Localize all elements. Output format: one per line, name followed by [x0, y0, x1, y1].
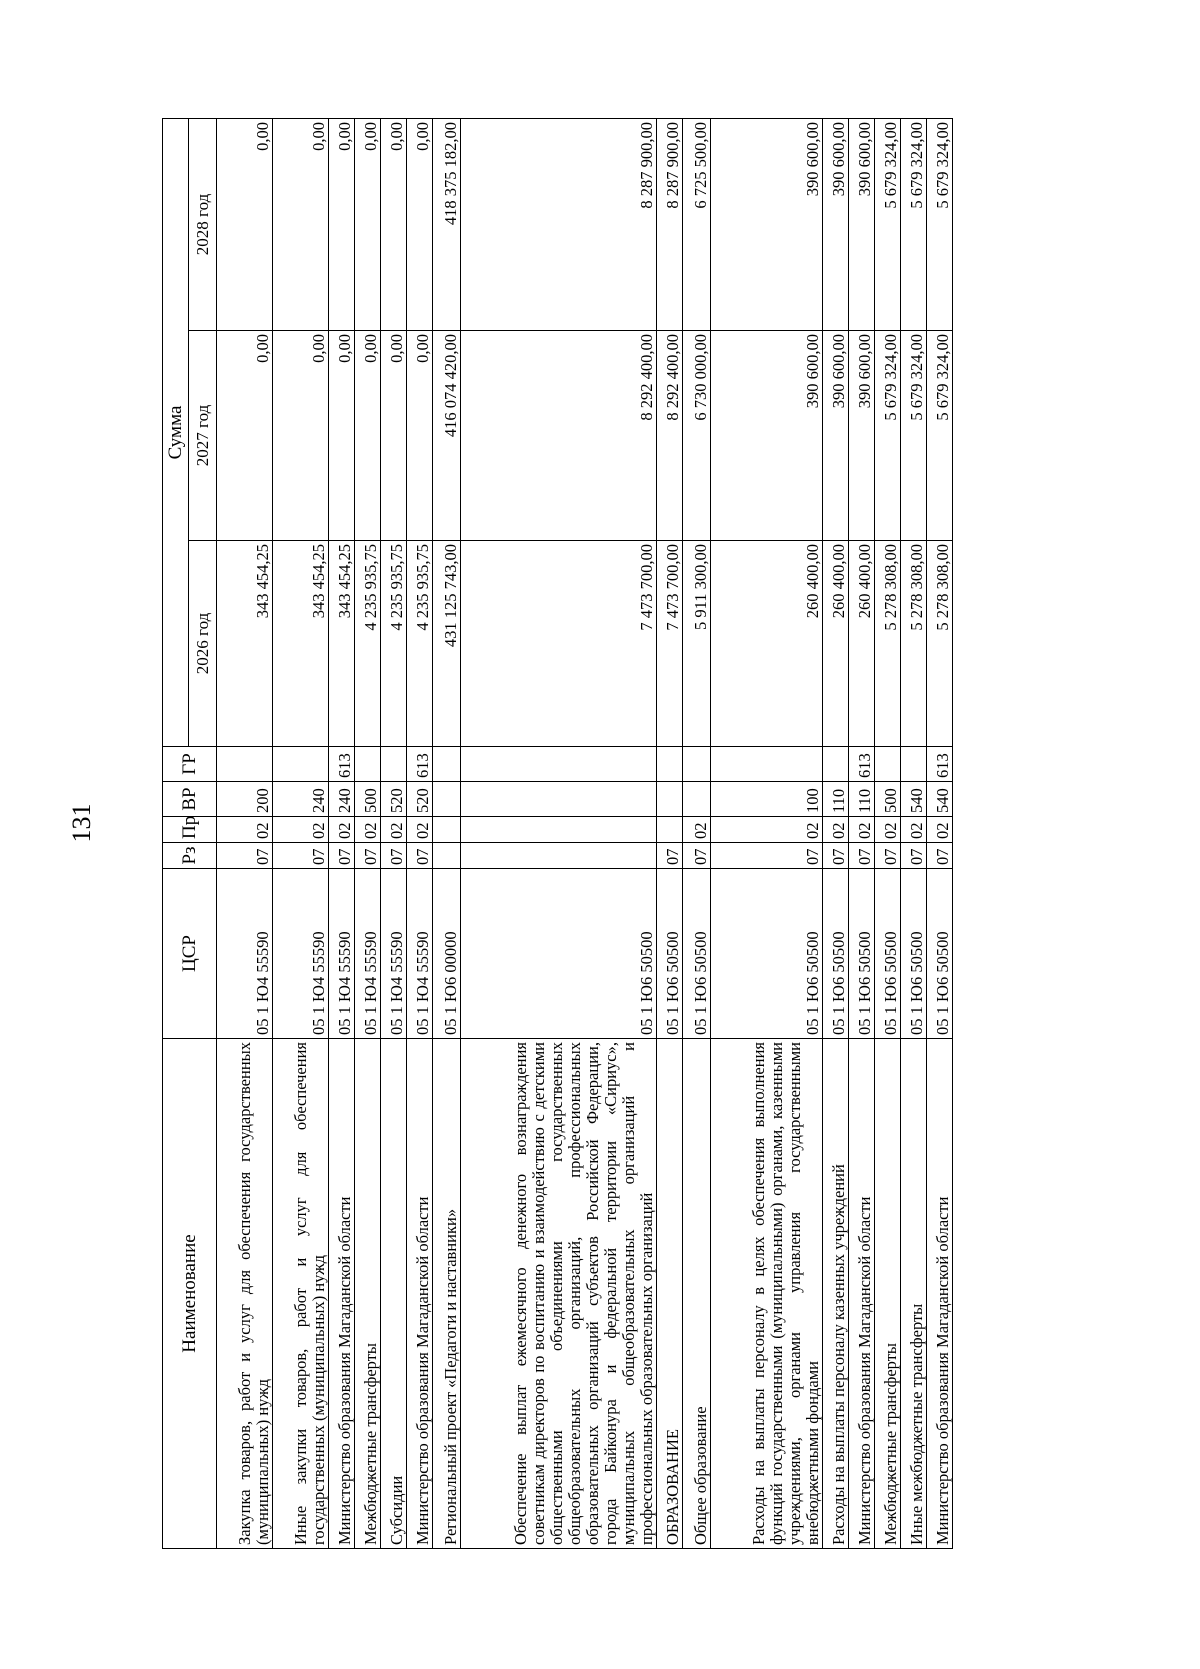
- table-cell-2026: 7 473 700,00: [657, 541, 683, 747]
- table-cell-rz: 07: [823, 843, 849, 869]
- table-cell-pr: 02: [683, 817, 711, 843]
- table-cell-name: Расходы на выплаты персоналу в целях обеспечения выполнения функций государственными (муниципальными) органами, казенными учреждениями, органами управления государственными внебюджетными фондами: [711, 1039, 823, 1549]
- header-year-2027: 2027 год: [189, 331, 217, 541]
- table-row: [433, 118, 461, 1548]
- header-gr: ГР: [163, 747, 217, 782]
- table-cell-pr: 02: [875, 817, 901, 843]
- table-cell-name: Региональный проект «Педагоги и наставники»: [433, 1039, 461, 1549]
- table-cell-csr: 05 1 Ю6 50500: [849, 869, 875, 1039]
- table-cell-csr: 05 1 Ю6 00000: [433, 869, 461, 1039]
- table-cell-name: ОБРАЗОВАНИЕ: [657, 1039, 683, 1549]
- table-cell-2028: 418 375 182,00: [433, 118, 461, 330]
- table-cell-name: Субсидии: [381, 1039, 407, 1549]
- page-number: 131: [67, 803, 96, 843]
- table-cell-2027: 416 074 420,00: [433, 331, 461, 541]
- table-cell-csr: 05 1 Ю6 50500: [901, 869, 927, 1039]
- table-cell-vr: 540: [901, 782, 927, 817]
- table-header: [163, 118, 217, 1548]
- rotated-page-content: [162, 119, 1012, 1549]
- table-cell-2028: 0,00: [407, 118, 433, 330]
- table-cell-name: Межбюджетные трансферты: [355, 1039, 381, 1549]
- table-row: [875, 118, 901, 1548]
- table-row: [849, 118, 875, 1548]
- table-cell-2026: 5 278 308,00: [927, 541, 953, 747]
- table-cell-rz: 07: [381, 843, 407, 869]
- table-cell-2026: 343 454,25: [273, 541, 329, 747]
- table-cell-rz: 07: [849, 843, 875, 869]
- table-cell-vr: [461, 782, 657, 817]
- table-cell-vr: 200: [217, 782, 273, 817]
- header-pr: Пр: [163, 817, 217, 843]
- table-cell-rz: 07: [329, 843, 355, 869]
- table-cell-csr: 05 1 Ю6 50500: [461, 869, 657, 1039]
- table-cell-pr: 02: [273, 817, 329, 843]
- table-cell-2028: 0,00: [273, 118, 329, 330]
- table-cell-pr: 02: [849, 817, 875, 843]
- table-cell-pr: 02: [407, 817, 433, 843]
- table-cell-rz: 07: [927, 843, 953, 869]
- table-cell-2027: 5 679 324,00: [901, 331, 927, 541]
- table-cell-2026: 7 473 700,00: [461, 541, 657, 747]
- table-cell-gr: [657, 747, 683, 782]
- table-cell-2028: 5 679 324,00: [875, 118, 901, 330]
- table-cell-2027: 8 292 400,00: [461, 331, 657, 541]
- table-row: [273, 118, 329, 1548]
- table-cell-rz: 07: [901, 843, 927, 869]
- table-cell-rz: 07: [683, 843, 711, 869]
- table-cell-2026: 5 278 308,00: [901, 541, 927, 747]
- table-row: [901, 118, 927, 1548]
- table-cell-pr: [657, 817, 683, 843]
- table-cell-gr: [683, 747, 711, 782]
- table-cell-vr: 520: [381, 782, 407, 817]
- header-csr: ЦСР: [163, 869, 217, 1039]
- table-cell-gr: [823, 747, 849, 782]
- table-cell-pr: [433, 817, 461, 843]
- table-cell-csr: 05 1 Ю4 55590: [381, 869, 407, 1039]
- table-cell-pr: 02: [381, 817, 407, 843]
- table-cell-vr: 500: [355, 782, 381, 817]
- table-cell-csr: 05 1 Ю6 50500: [683, 869, 711, 1039]
- table-cell-vr: 540: [927, 782, 953, 817]
- table-cell-name: Закупка товаров, работ и услуг для обеспечения государственных (муниципальных) нужд: [217, 1039, 273, 1549]
- table-row: [657, 118, 683, 1548]
- table-cell-2026: 4 235 935,75: [407, 541, 433, 747]
- table-cell-csr: 05 1 Ю4 55590: [273, 869, 329, 1039]
- table-cell-gr: [875, 747, 901, 782]
- table-cell-gr: [273, 747, 329, 782]
- table-cell-csr: 05 1 Ю6 50500: [823, 869, 849, 1039]
- table-cell-2026: 431 125 743,00: [433, 541, 461, 747]
- table-cell-2027: 0,00: [381, 331, 407, 541]
- table-cell-2026: 4 235 935,75: [355, 541, 381, 747]
- table-cell-name: Министерство образования Магаданской области: [329, 1039, 355, 1549]
- table-cell-name: Министерство образования Магаданской области: [927, 1039, 953, 1549]
- table-cell-csr: 05 1 Ю4 55590: [217, 869, 273, 1039]
- table-cell-pr: 02: [217, 817, 273, 843]
- header-vr: ВР: [163, 782, 217, 817]
- table-cell-rz: 07: [217, 843, 273, 869]
- table-body: [217, 118, 953, 1548]
- table-row: [461, 118, 657, 1548]
- table-cell-vr: 240: [329, 782, 355, 817]
- table-cell-pr: 02: [355, 817, 381, 843]
- table-cell-rz: [461, 843, 657, 869]
- table-cell-vr: 100: [711, 782, 823, 817]
- table-row: [407, 118, 433, 1548]
- table-cell-2027: 0,00: [217, 331, 273, 541]
- table-cell-name: Министерство образования Магаданской области: [407, 1039, 433, 1549]
- table-cell-2027: 390 600,00: [849, 331, 875, 541]
- table-cell-2028: 0,00: [355, 118, 381, 330]
- table-cell-2026: 4 235 935,75: [381, 541, 407, 747]
- table-cell-2028: 390 600,00: [711, 118, 823, 330]
- table-cell-csr: 05 1 Ю6 50500: [927, 869, 953, 1039]
- table-cell-2026: 260 400,00: [823, 541, 849, 747]
- header-year-2028: 2028 год: [189, 118, 217, 330]
- table-row: [355, 118, 381, 1548]
- table-cell-gr: [711, 747, 823, 782]
- table-cell-pr: 02: [927, 817, 953, 843]
- table-cell-name: Иные закупки товаров, работ и услуг для обеспечения государственных (муниципальных) нужд: [273, 1039, 329, 1549]
- table-cell-2026: 260 400,00: [711, 541, 823, 747]
- table-cell-2028: 8 287 900,00: [461, 118, 657, 330]
- table-cell-rz: [433, 843, 461, 869]
- table-row: [217, 118, 273, 1548]
- table-cell-vr: 520: [407, 782, 433, 817]
- table-cell-gr: [217, 747, 273, 782]
- table-cell-pr: 02: [901, 817, 927, 843]
- table-cell-rz: 07: [657, 843, 683, 869]
- table-cell-name: Межбюджетные трансферты: [875, 1039, 901, 1549]
- table-row: [329, 118, 355, 1548]
- table-cell-name: Расходы на выплаты персоналу казенных учреждений: [823, 1039, 849, 1549]
- table-cell-rz: 07: [355, 843, 381, 869]
- table-cell-2027: 0,00: [407, 331, 433, 541]
- table-cell-vr: 110: [823, 782, 849, 817]
- table-cell-2027: 5 679 324,00: [875, 331, 901, 541]
- table-cell-vr: 110: [849, 782, 875, 817]
- table-cell-rz: 07: [711, 843, 823, 869]
- table-row: [711, 118, 823, 1548]
- header-name: Наименование: [163, 1039, 217, 1549]
- table-cell-gr: 613: [329, 747, 355, 782]
- table-cell-2028: 0,00: [329, 118, 355, 330]
- table-cell-pr: 02: [711, 817, 823, 843]
- table-cell-2027: 0,00: [329, 331, 355, 541]
- table-cell-2028: 6 725 500,00: [683, 118, 711, 330]
- table-cell-2026: 5 278 308,00: [875, 541, 901, 747]
- table-cell-pr: [461, 817, 657, 843]
- table-cell-name: Министерство образования Магаданской области: [849, 1039, 875, 1549]
- table-cell-gr: [355, 747, 381, 782]
- table-cell-gr: [901, 747, 927, 782]
- table-cell-2027: 8 292 400,00: [657, 331, 683, 541]
- table-cell-2026: 260 400,00: [849, 541, 875, 747]
- table-cell-2026: 343 454,25: [329, 541, 355, 747]
- table-cell-2027: 0,00: [355, 331, 381, 541]
- header-sum: Сумма: [163, 118, 189, 746]
- table-row: [683, 118, 711, 1548]
- table-cell-2026: 5 911 300,00: [683, 541, 711, 747]
- header-rz: Рз: [163, 843, 217, 869]
- table-cell-2027: 6 730 000,00: [683, 331, 711, 541]
- table-cell-csr: 05 1 Ю4 55590: [329, 869, 355, 1039]
- table-cell-rz: 07: [273, 843, 329, 869]
- table-cell-rz: 07: [875, 843, 901, 869]
- table-cell-gr: 613: [407, 747, 433, 782]
- table-cell-2027: 390 600,00: [711, 331, 823, 541]
- table-row: [381, 118, 407, 1548]
- table-cell-2027: 390 600,00: [823, 331, 849, 541]
- table-cell-2027: 5 679 324,00: [927, 331, 953, 541]
- table-cell-2026: 343 454,25: [217, 541, 273, 747]
- table-cell-csr: 05 1 Ю6 50500: [875, 869, 901, 1039]
- table-cell-vr: 240: [273, 782, 329, 817]
- table-cell-name: Обеспечение выплат ежемесячного денежного вознаграждения советникам директоров по воспитанию и взаимодействию с детскими общественными объединениями государственных общеобразовательных организаций, профессиональных образовательных организаций субъектов Российской Федерации, города Байконура и федеральной территории «Сириус», муниципальных общеобразовательных организаций и профессиональных образовательных организаций: [461, 1039, 657, 1549]
- table-cell-vr: [657, 782, 683, 817]
- budget-table: [162, 118, 953, 1549]
- table-cell-gr: 613: [927, 747, 953, 782]
- table-cell-2028: 0,00: [217, 118, 273, 330]
- table-cell-2028: 5 679 324,00: [927, 118, 953, 330]
- table-cell-2028: 0,00: [381, 118, 407, 330]
- table-cell-2028: 5 679 324,00: [901, 118, 927, 330]
- table-cell-vr: [683, 782, 711, 817]
- table-cell-gr: [433, 747, 461, 782]
- table-cell-vr: [433, 782, 461, 817]
- header-year-2026: 2026 год: [189, 541, 217, 747]
- table-cell-gr: [381, 747, 407, 782]
- table-cell-csr: 05 1 Ю6 50500: [711, 869, 823, 1039]
- table-cell-gr: 613: [849, 747, 875, 782]
- table-cell-pr: 02: [823, 817, 849, 843]
- table-cell-2027: 0,00: [273, 331, 329, 541]
- table-cell-name: Общее образование: [683, 1039, 711, 1549]
- table-cell-gr: [461, 747, 657, 782]
- table-cell-pr: 02: [329, 817, 355, 843]
- table-cell-name: Иные межбюджетные трансферты: [901, 1039, 927, 1549]
- table-cell-2028: 8 287 900,00: [657, 118, 683, 330]
- table-cell-2028: 390 600,00: [849, 118, 875, 330]
- table-row: [927, 118, 953, 1548]
- table-row: [823, 118, 849, 1548]
- table-cell-csr: 05 1 Ю6 50500: [657, 869, 683, 1039]
- table-cell-2028: 390 600,00: [823, 118, 849, 330]
- table-cell-csr: 05 1 Ю4 55590: [355, 869, 381, 1039]
- table-cell-rz: 07: [407, 843, 433, 869]
- table-cell-csr: 05 1 Ю4 55590: [407, 869, 433, 1039]
- table-cell-vr: 500: [875, 782, 901, 817]
